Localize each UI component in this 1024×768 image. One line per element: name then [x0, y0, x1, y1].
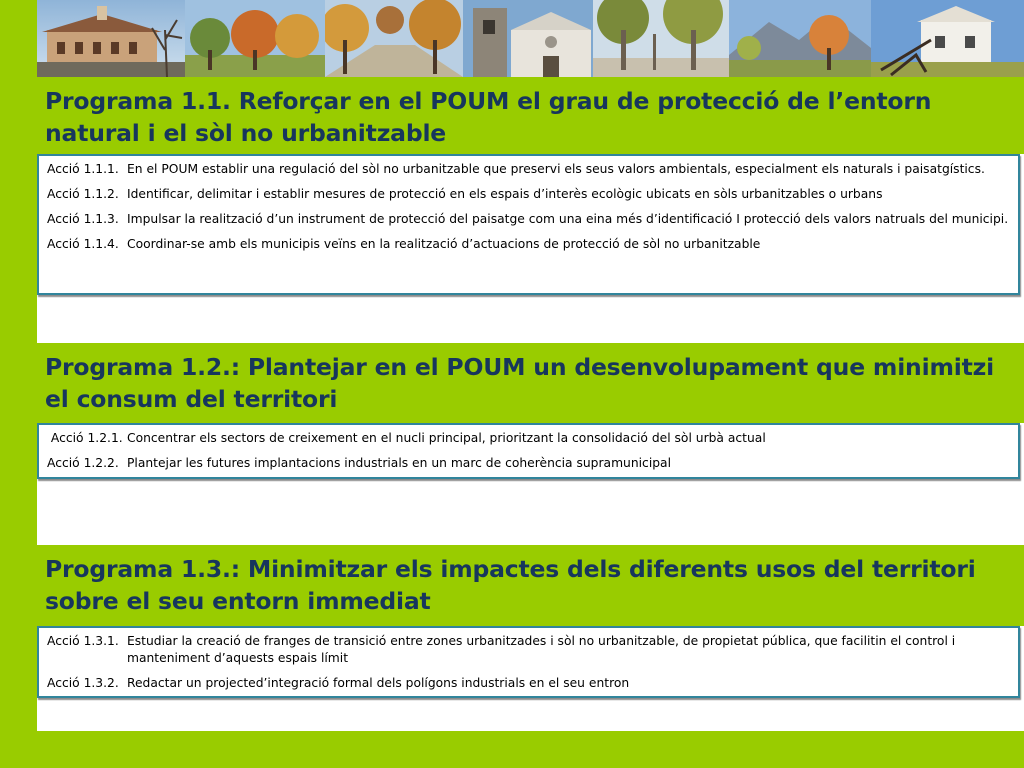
action-text: Concentrar els sectors de creixement en el nucli principal, prioritzant la consolidació del sòl urbà actual: [127, 431, 766, 445]
program-1-3-band: [37, 545, 1024, 626]
avenue-photo: [593, 0, 729, 77]
action-code: Acció 1.1.4.: [47, 237, 123, 251]
action-1-2-2: [39, 455, 1018, 472]
program-1-2-actions: [37, 423, 1020, 479]
program-1-3-title: Programa 1.3.: Minimitzar els impactes dels diferents usos del territori sobre el seu entorn immediat: [45, 555, 976, 615]
action-text: Impulsar la realització d’un instrument de protecció del paisatge com una eina més d’identificació I protecció dels valors natruals del municipi.: [127, 212, 1009, 226]
action-code: Acció 1.1.1.: [47, 162, 123, 176]
action-code: Acció 1.2.2.: [47, 456, 123, 470]
action-1-1-3: [39, 211, 1018, 228]
park-autumn-photo: [185, 0, 325, 77]
action-code: Acció 1.3.2.: [47, 676, 123, 690]
program-1-1-band: [37, 77, 1024, 154]
action-text: Redactar un projected’integració formal dels polígons industrials en el seu entron: [127, 676, 630, 690]
action-1-1-2: [39, 186, 1018, 203]
action-text: Estudiar la creació de franges de transició entre zones urbanitzades i sòl no urbanitzable, de propietat pública, que facilitin el control i manteniment d’aquests espais límit: [127, 634, 956, 665]
action-code: Acció 1.1.3.: [47, 212, 123, 226]
action-1-1-1: [39, 161, 1018, 178]
action-text: En el POUM establir una regulació del sòl no urbanitzable que preservi els seus valors ambientals, especialment els naturals i paisatgístics.: [127, 162, 985, 176]
action-1-3-1: [39, 633, 1018, 667]
action-1-3-2: [39, 675, 1018, 692]
action-code: Acció 1.3.1.: [47, 634, 123, 648]
action-text: Plantejar les futures implantacions industrials en un marc de coherència supramunicipal: [127, 456, 671, 470]
mountain-photo: [729, 0, 871, 77]
town-hall-photo: [37, 0, 185, 77]
action-code: Acció 1.1.2.: [47, 187, 123, 201]
program-1-1-title: Programa 1.1. Reforçar en el POUM el grau de protecció de l’entorn natural i el sòl no urbanitzable: [45, 87, 932, 147]
action-text: Identificar, delimitar i establir mesures de protecció en els espais d’interès ecològic ubicats en sòls urbanitzables o urbans: [127, 187, 883, 201]
action-1-1-4: [39, 236, 1018, 253]
farmhouse-photo: [871, 0, 1024, 77]
program-1-2-band: [37, 343, 1024, 423]
program-1-2-title: Programa 1.2.: Plantejar en el POUM un desenvolupament que minimitzi el consum del territori: [45, 353, 994, 413]
program-1-1-actions: [37, 154, 1020, 295]
header-photo-strip: [37, 0, 1024, 77]
action-text: Coordinar-se amb els municipis veïns en la realització d’actuacions de protecció de sòl no urbanitzable: [127, 237, 761, 251]
action-code: Acció 1.2.1.: [47, 431, 127, 445]
church-photo: [463, 0, 593, 77]
program-1-3-actions: [37, 626, 1020, 698]
action-1-2-1: [39, 430, 1018, 447]
promenade-photo: [325, 0, 463, 77]
content-panel: [37, 77, 1024, 731]
